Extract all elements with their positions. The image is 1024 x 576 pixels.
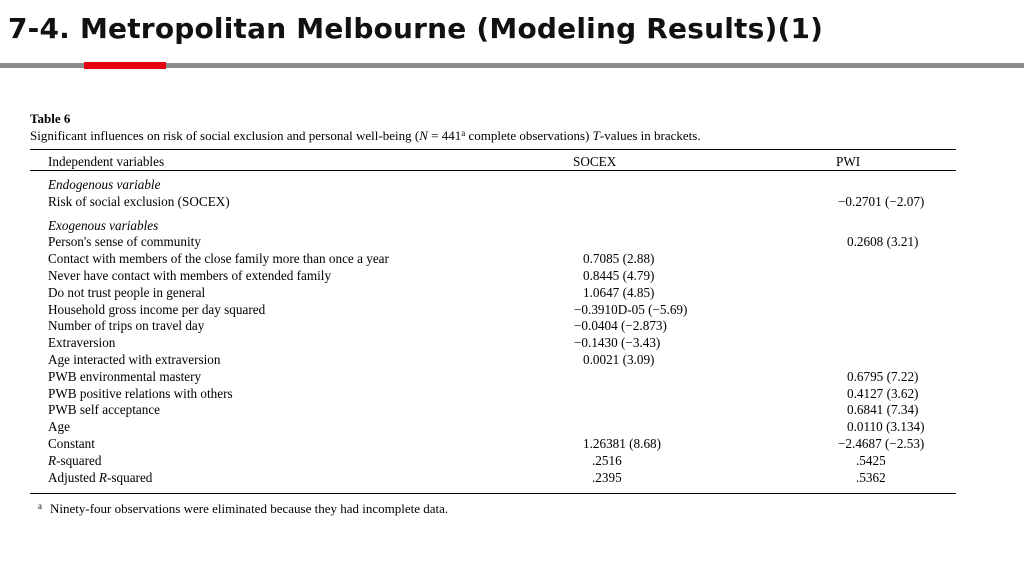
row-label: PWB positive relations with others bbox=[48, 385, 233, 401]
pwi-value: 0.4127 (3.62) bbox=[847, 385, 919, 401]
label-suffix: -squared bbox=[56, 452, 102, 468]
table-row bbox=[30, 233, 956, 250]
row-label: PWB self acceptance bbox=[48, 402, 161, 418]
caption-text-1: Significant influences on risk of social exclusion and personal well-being ( bbox=[30, 128, 420, 143]
section-heading: Endogenous variable bbox=[48, 177, 161, 192]
header-socex: SOCEX bbox=[573, 154, 617, 169]
caption-text-2: complete observations) bbox=[465, 128, 593, 143]
row-label: Never have contact with members of extended family bbox=[48, 267, 332, 283]
row-label: Person's sense of community bbox=[48, 234, 201, 250]
header-pwi: PWI bbox=[836, 154, 861, 169]
caption-t: T bbox=[592, 128, 600, 143]
pwi-value: 0.6841 (7.34) bbox=[847, 402, 919, 418]
row-label: Household gross income per day squared bbox=[48, 301, 266, 317]
row-label: Risk of social exclusion (SOCEX) bbox=[48, 193, 230, 209]
label-r: R bbox=[48, 452, 57, 468]
caption-footnote-mark: a bbox=[461, 128, 466, 138]
table-row bbox=[30, 435, 956, 452]
table-figure bbox=[30, 110, 956, 517]
table-row bbox=[30, 452, 956, 469]
table-body bbox=[30, 176, 956, 485]
section-heading-row bbox=[30, 217, 956, 234]
table-row bbox=[30, 317, 956, 334]
table-row bbox=[30, 469, 956, 486]
table-row bbox=[30, 193, 956, 210]
table-row bbox=[30, 267, 956, 284]
socex-value: 0.8445 (4.79) bbox=[583, 267, 655, 283]
caption-n-value: = 441 bbox=[427, 128, 462, 143]
pwi-value: −0.2701 (−2.07) bbox=[838, 193, 925, 209]
table-row bbox=[30, 401, 956, 418]
table-row bbox=[30, 351, 956, 368]
table-caption bbox=[30, 127, 956, 145]
section-heading-row bbox=[30, 176, 956, 193]
row-label bbox=[48, 452, 101, 469]
pwi-value: 0.0110 (3.134) bbox=[847, 419, 925, 435]
table-row bbox=[30, 284, 956, 301]
caption-text-3: -values in brackets. bbox=[599, 128, 701, 143]
table-row bbox=[30, 250, 956, 267]
table-bottom-rule bbox=[30, 493, 956, 494]
socex-value: 1.26381 (8.68) bbox=[583, 435, 662, 451]
table-row bbox=[30, 418, 956, 435]
row-label: Do not trust people in general bbox=[48, 284, 206, 300]
socex-value: −0.1430 (−3.43) bbox=[574, 335, 661, 351]
socex-value: −0.3910D-05 (−5.69) bbox=[574, 301, 688, 317]
socex-value: 1.0647 (4.85) bbox=[583, 284, 655, 300]
row-label: Age bbox=[48, 419, 70, 435]
socex-value: −0.0404 (−2.873) bbox=[574, 318, 667, 334]
table-row bbox=[30, 368, 956, 385]
table-label: Table 6 bbox=[30, 111, 71, 126]
header-independent-variables: Independent variables bbox=[48, 154, 165, 169]
table-footnote bbox=[30, 500, 956, 517]
footnote-text: Ninety-four observations were eliminated because they had incomplete data. bbox=[50, 501, 449, 517]
pwi-value: −2.4687 (−2.53) bbox=[838, 435, 925, 451]
label-r: R bbox=[98, 469, 107, 485]
footnote-mark: a bbox=[38, 501, 42, 512]
row-label: Contact with members of the close family more than once a year bbox=[48, 251, 389, 267]
row-label: Number of trips on travel day bbox=[48, 318, 205, 334]
row-label: Age interacted with extraversion bbox=[48, 351, 221, 367]
table-row bbox=[30, 301, 956, 318]
socex-value: 0.0021 (3.09) bbox=[583, 351, 655, 367]
pwi-value: 0.2608 (3.21) bbox=[847, 234, 919, 250]
socex-value: .2516 bbox=[592, 452, 622, 468]
socex-value: 0.7085 (2.88) bbox=[583, 251, 655, 267]
row-label bbox=[48, 469, 152, 486]
table-header-row bbox=[30, 149, 956, 171]
row-label: PWB environmental mastery bbox=[48, 368, 202, 384]
row-label: Extraversion bbox=[48, 335, 116, 351]
slide-title: 7-4. Metropolitan Melbourne (Modeling Results)(1) bbox=[8, 12, 824, 45]
title-accent-bar bbox=[84, 62, 166, 69]
pwi-value: 0.6795 (7.22) bbox=[847, 368, 919, 384]
section-heading: Exogenous variables bbox=[48, 217, 159, 233]
table-row bbox=[30, 334, 956, 351]
pwi-value: .5362 bbox=[856, 469, 886, 485]
table-row bbox=[30, 385, 956, 402]
socex-value: .2395 bbox=[592, 469, 622, 485]
label-suffix: -squared bbox=[106, 469, 153, 485]
caption-n: N bbox=[419, 128, 428, 143]
label-prefix: Adjusted bbox=[48, 469, 99, 485]
pwi-value: .5425 bbox=[856, 452, 886, 468]
row-label: Constant bbox=[48, 435, 95, 451]
